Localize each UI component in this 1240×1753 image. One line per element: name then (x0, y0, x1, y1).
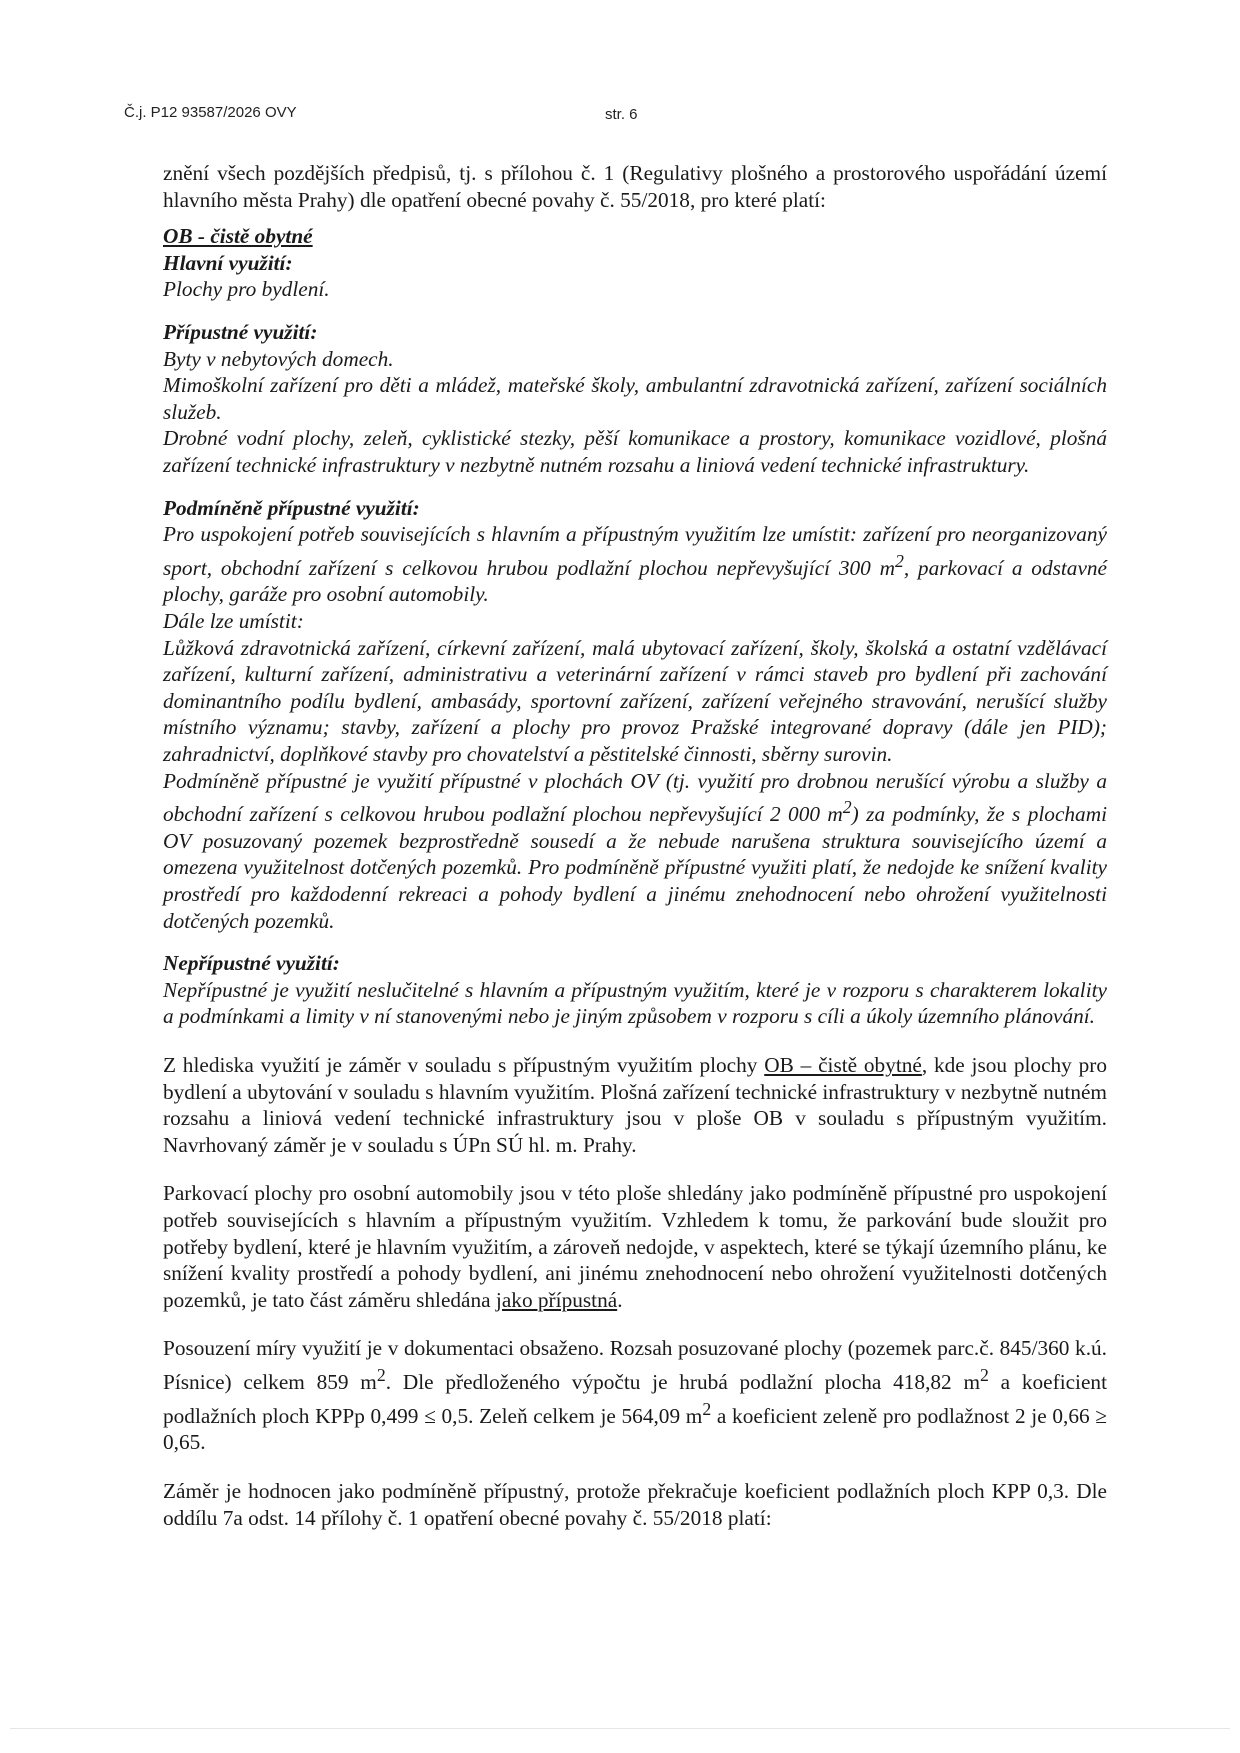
conditional-heading: Podmíněně přípustné využití: (163, 495, 420, 520)
conditional-text: ) za podmínky, že s plochami OV posuzovaný pozemek bezprostředně sousedí a že nebude narušena struktura souvisejícího území a omezena využitelnost dotčených pozemků. Pro podmíněně přípustné využiti platí, že nedojde ke snížení kvality prostředí pro každodenní rekreaci a pohody bydlení a jinému znehodnocení nebo ohrožení využitelnosti dotčených pozemků. (163, 802, 1107, 933)
reference-number: Č.j. P12 93587/2026 OVY (124, 104, 297, 121)
conditional-text: , parkovací a odstavné plochy, garáže pro osobní automobily. (163, 555, 1108, 607)
prohibited-heading: Nepřípustné využití: (163, 951, 340, 976)
page-number: str. 6 (605, 106, 638, 123)
scan-edge-line (10, 1728, 1230, 1729)
paragraph-text: Z hlediska využití je záměr v souladu s přípustným využitím plochy (163, 1053, 765, 1077)
paragraph-text: . Dle předloženého výpočtu je hrubá podlažní plocha 418,82 m (385, 1370, 981, 1395)
paragraph-text: a koeficient podlažních ploch KPPp 0,499 ≤ 0,5. Zeleň celkem je 564,09 m (163, 1370, 1107, 1428)
zone-title: OB - čistě obytné (163, 224, 313, 249)
conclusion-text: jako přípustná (495, 1287, 618, 1312)
parking-paragraph (163, 1180, 1107, 1313)
paragraph-text: . (617, 1287, 623, 1312)
main-use-text: Plochy pro bydlení. (163, 277, 330, 302)
permitted-heading: Přípustné využití: (163, 319, 318, 344)
zone-reference: OB – čistě obytné (764, 1053, 922, 1077)
conditional-item: Dále lze umístit: (163, 609, 304, 633)
paragraph-text: a koeficient zeleně pro podlažnost 2 je 0,66 ≥ 0,65. (163, 1403, 1107, 1455)
intro-paragraph: znění všech pozdějších předpisů, tj. s přílohou č. 1 (Regulativy plošného a prostorového uspořádání území hlavního města Prahy) dle opatření obecné povahy č. 55/2018, pro které platí: (163, 161, 1107, 212)
conditional-item (163, 768, 1107, 935)
superscript: 2 (702, 1398, 712, 1419)
permitted-item: Byty v nebytových domech. (163, 346, 394, 371)
superscript: 2 (980, 1364, 989, 1385)
permitted-item: Mimoškolní zařízení pro děti a mládež, mateřské školy, ambulantní zdravotnická zařízení, zařízení sociálních služeb. (163, 373, 1107, 424)
conditional-item (163, 521, 1107, 608)
permitted-item: Drobné vodní plochy, zeleň, cyklistické stezky, pěší komunikace a prostory, komunikace vozidlové, plošná zařízení technické infrastruktury v nezbytně nutném rozsahu a liniová vedení technické infrastruktury. (163, 426, 1107, 477)
paragraph-text: , kde jsou plochy pro bydlení a ubytování v souladu s hlavním využitím. Plošná zařízení technické infrastruktury v nezbytně nutném rozsahu a liniová vedení technické infrastruktury jsou v ploše OB v souladu s přípustným využitím. Navrhovaný záměr je v souladu s ÚPn SÚ hl. m. Prahy. (163, 1053, 1108, 1157)
superscript: 2 (894, 550, 904, 571)
conditional-text: Pro uspokojení potřeb souvisejících s hlavním a přípustným využitím lze umístit: zařízení pro neorganizovaný sport, obchodní zařízení s celkovou hrubou podlažní plochou nepřevyšující 300 m (163, 522, 1107, 580)
superscript: 2 (842, 797, 852, 818)
measure-paragraph (163, 1335, 1107, 1456)
document-body (163, 160, 1107, 1531)
conditional-text: Podmíněně přípustné je využití přípustné v plochách OV (tj. využití pro drobnou nerušící výrobu a služby a obchodní zařízení s celkovou hrubou podlažní plochou nepřevyšující 2 000 m (163, 768, 1107, 827)
evaluation-paragraph: Záměr je hodnocen jako podmíněně přípustný, protože překračuje koeficient podlažních ploch KPP 0,3. Dle oddílu 7a odst. 14 přílohy č. 1 opatření obecné povahy č. 55/2018 platí: (163, 1478, 1107, 1530)
superscript: 2 (376, 1364, 386, 1385)
conditional-item: Lůžková zdravotnická zařízení, církevní zařízení, malá ubytovací zařízení, školy, školská a ostatní vzdělávací zařízení, kulturní zařízení, administrativu a veterinární zařízení v rámci staveb pro bydlení při zachování dominantního podílu bydlení, ambasády, sportovní zařízení, zařízení veřejného stravování, nerušící služby místního významu; stavby, zařízení a plochy pro provoz Pražské integrované dopravy (dále jen PID); zahradnictví, doplňkové stavby pro chovatelství a pěstitelské činnosti, sběrny surovin. (163, 635, 1107, 766)
main-use-heading: Hlavní využití: (163, 250, 293, 275)
prohibited-text: Nepřípustné je využití neslučitelné s hlavním a přípustným využitím, které je v rozporu s charakterem lokality a podmínkami a limity v ní stanovenými nebo je jiným způsobem v rozporu s cíli a úkoly územního plánování. (163, 977, 1107, 1029)
paragraph-text: Parkovací plochy pro osobní automobily jsou v této ploše shledány jako podmíněně přípustné pro uspokojení potřeb souvisejících s hlavním a přípustným využitím. Vzhledem k tomu, že parkování bude sloužit pro potřeby bydlení, které je hlavním využitím, a zároveň nedojde, v aspektech, které se týkají územního plánu, ke snížení kvality prostředí a pohody bydlení, ani jinému znehodnocení nebo ohrožení využitelnosti dotčených pozemků, je tato část záměru shledána (163, 1181, 1107, 1312)
assessment-paragraph (163, 1052, 1107, 1158)
paragraph-text: Posouzení míry využití je v dokumentaci obsaženo. Rozsah posuzované plochy (pozemek parc.č. 845/360 k.ú. Písnice) celkem 859 m (163, 1336, 1107, 1395)
